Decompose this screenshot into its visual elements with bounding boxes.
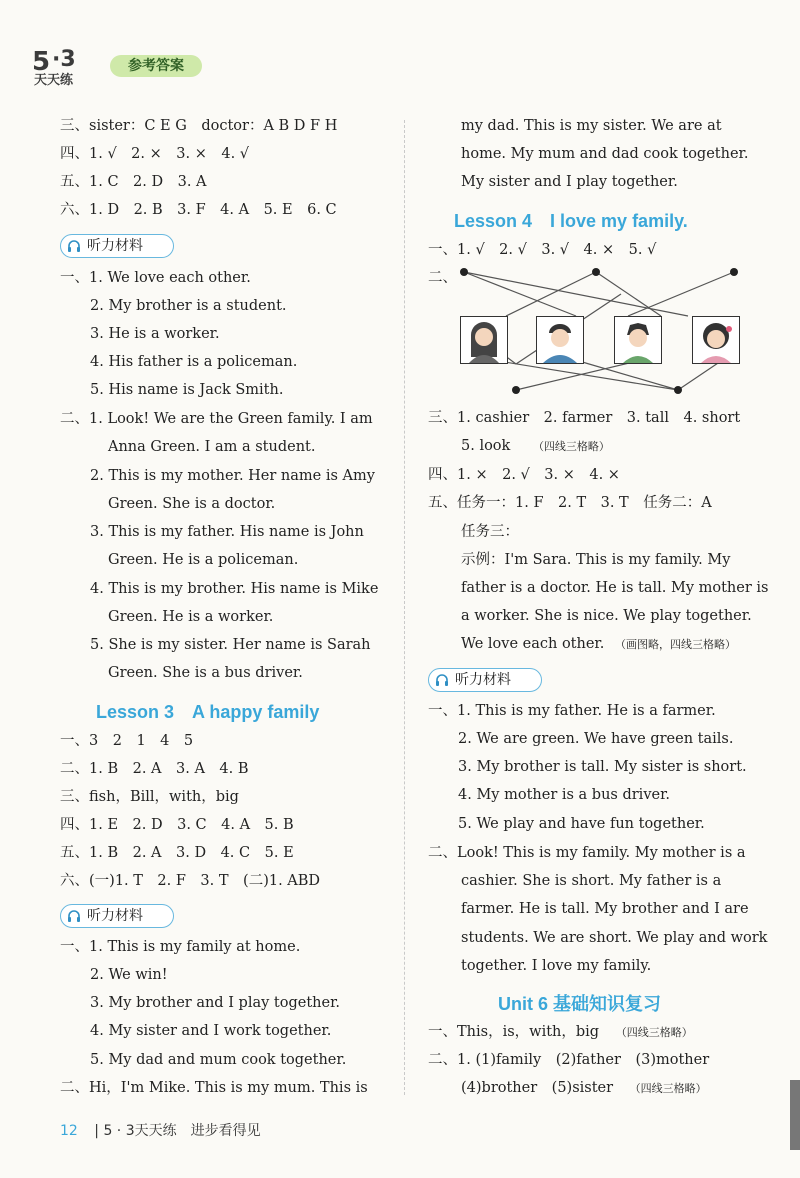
answer-line: Green. She is a bus driver. bbox=[108, 665, 303, 681]
answer-line: 一、1. √ 2. √ 3. √ 4. × 5. √ bbox=[428, 242, 657, 258]
answer-text: 一、This，is，with，big bbox=[428, 1024, 600, 1040]
answer-line: father is a doctor. He is tall. My mother is bbox=[461, 580, 769, 596]
man-portrait bbox=[536, 316, 584, 364]
answer-line: 三、fish，Bill，with，big bbox=[60, 789, 239, 805]
answer-line: 二、Look! This is my family. My mother is a bbox=[428, 845, 746, 861]
pill-label: 听力材料 bbox=[87, 908, 143, 924]
match-dot bbox=[460, 268, 468, 276]
answer-line: 2. We win! bbox=[90, 967, 168, 983]
match-dot bbox=[512, 386, 520, 394]
footer-text: | 5 · 3天天练 进步看得见 bbox=[94, 1123, 261, 1139]
answer-line: 二、Hi，I'm Mike. This is my mum. This is bbox=[60, 1080, 368, 1096]
answer-line: 任务三： bbox=[461, 524, 519, 540]
answer-line: cashier. She is short. My father is a bbox=[461, 873, 722, 889]
answer-line: 五、1. B 2. A 3. D 4. C 5. E bbox=[60, 845, 294, 861]
answer-line: home. My mum and dad cook together. bbox=[461, 146, 749, 162]
answer-line: 一、1. We love each other. bbox=[60, 270, 251, 286]
match-dot bbox=[674, 386, 682, 394]
answer-note: （四线三格略） bbox=[615, 1026, 693, 1039]
answer-line: students. We are short. We play and work bbox=[461, 930, 768, 946]
headphones-icon bbox=[67, 239, 81, 253]
answer-line: 四、1. × 2. √ 3. × 4. × bbox=[428, 467, 620, 483]
answer-line: farmer. He is tall. My brother and I are bbox=[461, 901, 749, 917]
match-dot bbox=[592, 268, 600, 276]
answer-line: 四、1. √ 2. × 3. × 4. √ bbox=[60, 146, 250, 162]
answer-line: 2. This is my mother. Her name is Amy bbox=[90, 468, 375, 484]
page-edge-shadow bbox=[790, 1080, 800, 1150]
answer-line: 5. We play and have fun together. bbox=[458, 816, 705, 832]
answer-text: 5. look bbox=[461, 438, 511, 454]
answer-line: 三、sister：C E G doctor：A B D F H bbox=[60, 118, 338, 134]
pill-label: 听力材料 bbox=[455, 672, 511, 688]
headphones-icon bbox=[435, 673, 449, 687]
answer-line: 四、1. E 2. D 3. C 4. A 5. B bbox=[60, 817, 294, 833]
answer-line: 示例：I'm Sara. This is my family. My bbox=[461, 552, 731, 568]
answer-line: Green. He is a policeman. bbox=[108, 552, 299, 568]
answer-line bbox=[461, 436, 610, 457]
svg-text:天天练: 天天练 bbox=[34, 73, 74, 88]
answer-line: 二、 bbox=[428, 270, 457, 286]
answer-line bbox=[428, 1022, 693, 1043]
answer-line: 五、1. C 2. D 3. A bbox=[60, 174, 207, 190]
answer-line: 4. My sister and I work together. bbox=[90, 1023, 332, 1039]
girl2-portrait bbox=[692, 316, 740, 364]
answer-line: 六、1. D 2. B 3. F 4. A 5. E 6. C bbox=[60, 202, 337, 218]
unit-6-title: Unit 6 基础知识复习 bbox=[498, 994, 662, 1014]
answer-line: Green. She is a doctor. bbox=[108, 496, 276, 512]
girl-icon bbox=[461, 317, 507, 363]
answer-line: 一、1. This is my family at home. bbox=[60, 939, 301, 955]
page-footer bbox=[60, 1120, 261, 1140]
boy-icon bbox=[615, 317, 661, 363]
answer-line: 4. This is my brother. His name is Mike bbox=[90, 581, 379, 597]
answer-line: 二、1. Look! We are the Green family. I am bbox=[60, 411, 373, 427]
answer-line: 4. His father is a policeman. bbox=[90, 354, 298, 370]
headphones-icon bbox=[67, 909, 81, 923]
answer-line: 二、1. B 2. A 3. A 4. B bbox=[60, 761, 249, 777]
lesson-4-title: Lesson 4 I love my family. bbox=[454, 211, 688, 231]
answer-line: my dad. This is my sister. We are at bbox=[461, 118, 722, 134]
svg-text:·3: ·3 bbox=[52, 47, 76, 72]
page-number: 12 bbox=[60, 1123, 78, 1139]
match-dot bbox=[730, 268, 738, 276]
53-logo bbox=[28, 44, 106, 88]
answer-line: 2. My brother is a student. bbox=[90, 298, 287, 314]
answer-line: My sister and I play together. bbox=[461, 174, 678, 190]
pill-label: 听力材料 bbox=[87, 238, 143, 254]
answer-line bbox=[461, 1078, 707, 1099]
answer-note: （四线三格略） bbox=[532, 440, 610, 453]
listening-material-pill bbox=[60, 234, 174, 258]
answer-line: 3. My brother and I play together. bbox=[90, 995, 341, 1011]
answer-line: 2. We are green. We have green tails. bbox=[458, 731, 734, 747]
answer-line: 3. This is my father. His name is John bbox=[90, 524, 364, 540]
answer-line: 三、1. cashier 2. farmer 3. tall 4. short bbox=[428, 410, 741, 426]
answer-line: 一、1. This is my father. He is a farmer. bbox=[428, 703, 716, 719]
lesson-3-title: Lesson 3 A happy family bbox=[96, 702, 320, 722]
listening-material-pill bbox=[428, 668, 542, 692]
answer-line: 五、任务一：1. F 2. T 3. T 任务二：A bbox=[428, 495, 712, 511]
girl-portrait bbox=[460, 316, 508, 364]
answer-line: 4. My mother is a bus driver. bbox=[458, 787, 671, 803]
answer-line: 5. My dad and mum cook together. bbox=[90, 1052, 347, 1068]
answer-note: （画图略，四线三格略） bbox=[615, 638, 736, 651]
answer-text: (4)brother (5)sister bbox=[461, 1080, 614, 1096]
answer-line: 3. He is a worker. bbox=[90, 326, 220, 342]
boy-portrait bbox=[614, 316, 662, 364]
answer-line: Green. He is a worker. bbox=[108, 609, 274, 625]
answer-line: Anna Green. I am a student. bbox=[108, 439, 316, 455]
answer-line: 一、3 2 1 4 5 bbox=[60, 733, 194, 749]
answer-line: 二、1. (1)family (2)father (3)mother bbox=[428, 1052, 710, 1068]
answer-line: 3. My brother is tall. My sister is short. bbox=[458, 759, 747, 775]
column-divider bbox=[404, 120, 405, 1095]
answer-line: 5. His name is Jack Smith. bbox=[90, 382, 284, 398]
answer-line: together. I love my family. bbox=[461, 958, 652, 974]
answer-text: We love each other. bbox=[461, 636, 605, 652]
answer-line: 六、(一)1. T 2. F 3. T (二)1. ABD bbox=[60, 873, 321, 889]
answer-line: a worker. She is nice. We play together. bbox=[461, 608, 752, 624]
girl2-icon bbox=[693, 317, 739, 363]
listening-material-pill bbox=[60, 904, 174, 928]
answer-key-badge: 参考答案 bbox=[110, 55, 202, 77]
svg-text:5: 5 bbox=[32, 47, 51, 77]
answer-note: （四线三格略） bbox=[629, 1082, 707, 1095]
man-icon bbox=[537, 317, 583, 363]
answer-line bbox=[461, 634, 736, 655]
answer-line: 5. She is my sister. Her name is Sarah bbox=[90, 637, 371, 653]
